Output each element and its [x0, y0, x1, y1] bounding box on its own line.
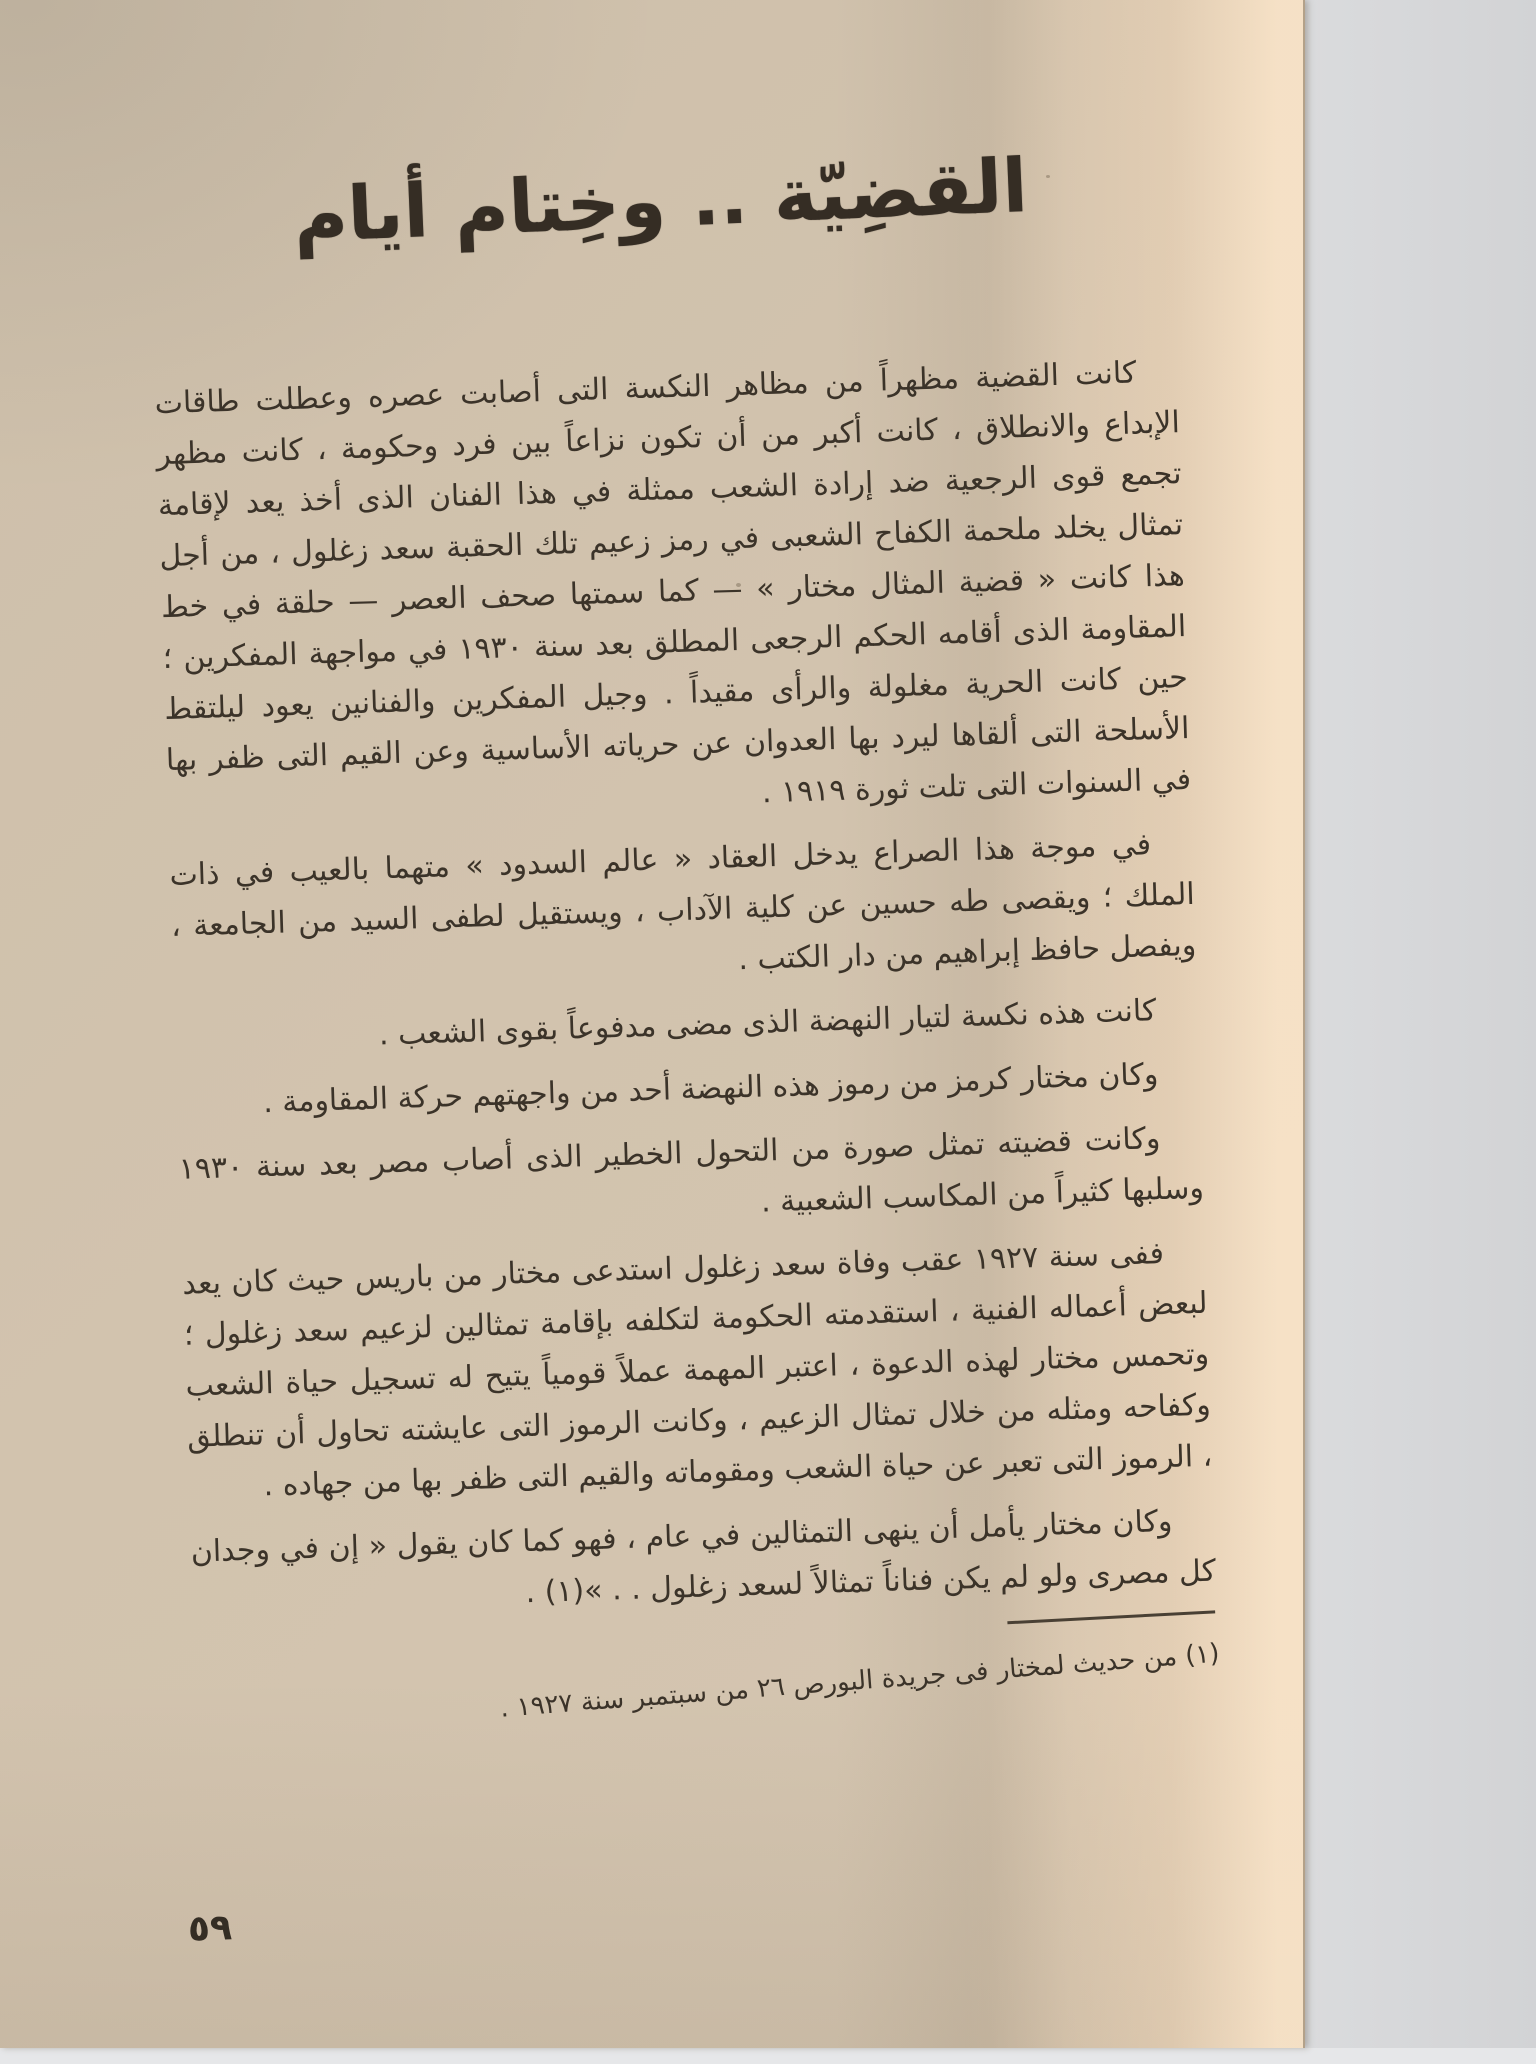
paragraph: ففى سنة ١٩٢٧ عقب وفاة سعد زغلول استدعى مختار من باريس حيث كان يعد لبعض أعماله الفنية ، استقدمته الحكومة لتكلفه بإقامة تمثالين لزعيم سعد زغلول ؛ وتحمس مختار لهذه الدعوة ، اعتبر المهمة عملاً قومياً يتيح له تسجيل حياة الشعب وكفاحه ومثله من خلال تمثال الزعيم ، وكانت الرموز التى عايشته تحاول أن تنطلق ، الرموز التى تعبر عن حياة الشعب ومقوماته والقيم التى ظفر بها من جهاده . [181, 1236, 1213, 1504]
paragraph: وكان مختار كرمز من رموز هذه النهضة أحد من واجهتهم حركة المقاومة . [262, 1057, 1159, 1121]
paper-speckle [1046, 175, 1050, 178]
footnote-text: (١) من حديث لمختار فى جريدة البورص ٢٦ من سبتمبر سنة ١٩٢٧ . [499, 1638, 1221, 1724]
page-number: ٥٩ [187, 1907, 233, 1950]
chapter-title: القضِيّة .. وخِتام أيام [291, 142, 1030, 260]
paragraph: وكان مختار يأمل أن ينهى التمثالين في عام ، فهو كما كان يقول « إن في وجدان كل مصرى ولو لم يكن فناناً تمثالاً لسعد زغلول . . »(١) . [190, 1503, 1217, 1611]
paragraph: وكانت قضيته تمثل صورة من التحول الخطير الذى أصاب مصر بعد سنة ١٩٣٠ وسلبها كثيراً من المكاسب الشعبية . [178, 1121, 1205, 1220]
paragraph: كانت القضية مظهراً من مظاهر النكسة التى أصابت عصره وعطلت طاقات الإبداع والانطلاق ، كانت أكبر من أن تكون نزاعاً بين فرد وحكومة ، كانت مظهر تجمع قوى الرجعية ضد إرادة الشعب ممثلة في هذا الفنان الذى أخذ يعد لإقامة تمثال يخلد ملحمة الكفاح الشعبى في رمز زعيم تلك الحقبة سعد زغلول ، من أجل هذا كانت « قضية المثال مختار » — كما سمتها صحف العصر — حلقة في خط المقاومة الذى أقامه الحكم الرجعى المطلق بعد سنة ١٩٣٠ في مواجهة المفكرين ؛ حين كانت الحرية مغلولة والرأى مقيداً . وجيل المفكرين والفنانين يعود ليلتقط الأسلحة التى ألقاها ليرد بها العدوان عن حرياته الأساسية وعن القيم التى ظفر بها في السنوات التى تلت ثورة ١٩١٩ . [154, 355, 1192, 811]
paper-speckle [736, 583, 741, 587]
footnote-rule [1007, 1610, 1215, 1624]
paragraph: كانت هذه نكسة لتيار النهضة الذى مضى مدفوعاً بقوى الشعب . [378, 993, 1157, 1053]
body-text [154, 346, 1217, 1629]
paragraph: في موجة هذا الصراع يدخل العقاد « عالم السدود » متهما بالعيب في ذات الملك ؛ ويقصى طه حسين عن كلية الآداب ، ويستقيل لطفى السيد من الجامعة ، ويفصل حافظ إبراهيم من دار الكتب . [168, 827, 1197, 978]
footnote [194, 1613, 1221, 1724]
page-content [143, 0, 1231, 2063]
